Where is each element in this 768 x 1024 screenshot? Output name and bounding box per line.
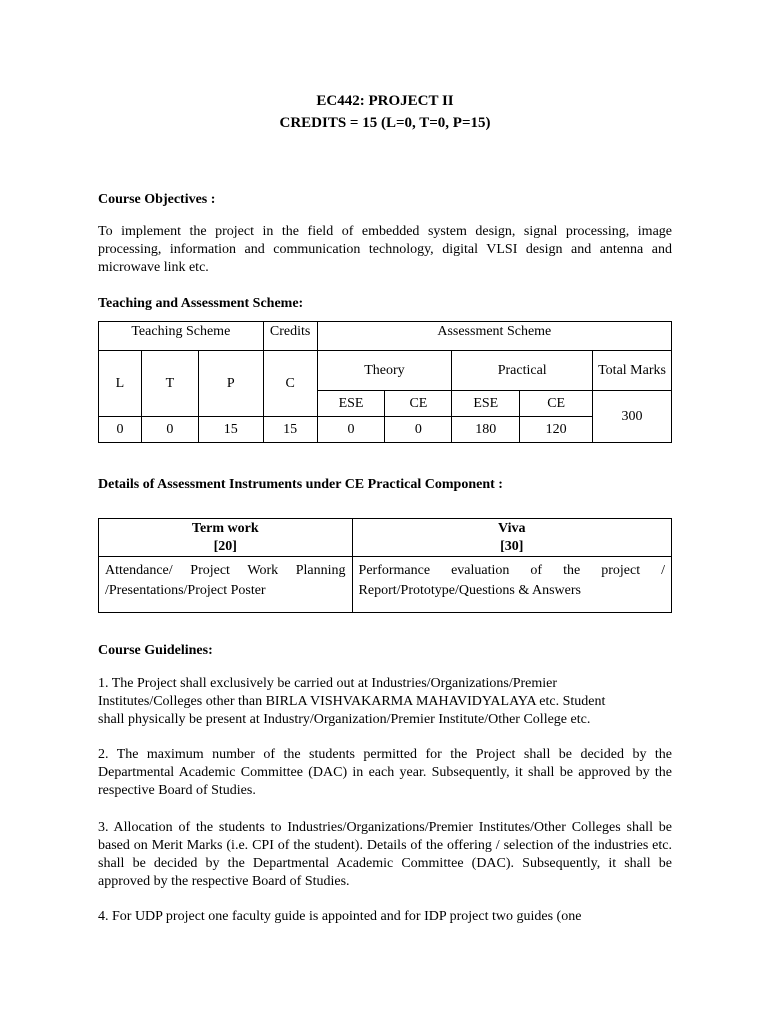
value-theory-ese: 0 [317, 417, 385, 443]
viva-marks: [30] [500, 539, 524, 554]
value-L: 0 [99, 417, 142, 443]
guideline-1-line-3: shall physically be present at Industry/Organization/Premier Institute/Other College etc. [98, 712, 591, 727]
guideline-2: 2. The maximum number of the students permitted for the Project shall be decided by the Departmental Academic Committee (DAC) in each year. Subsequently, it shall be approved by the respective Board of Studies. [98, 747, 672, 798]
viva-label: Viva [498, 521, 526, 536]
value-practical-ce: 120 [520, 417, 593, 443]
credits-header: Credits [263, 322, 317, 351]
practical-ce-header: CE [520, 391, 593, 417]
objectives-heading: Course Objectives : [98, 192, 216, 207]
viva-description [352, 557, 671, 613]
assessment-scheme-header: Assessment Scheme [317, 322, 671, 351]
guideline-4: 4. For UDP project one faculty guide is appointed and for IDP project two guides (one [98, 909, 582, 924]
term-work-line-1: Attendance/ Project Work Planning [105, 563, 346, 578]
scheme-heading: Teaching and Assessment Scheme: [98, 296, 304, 311]
teaching-scheme-header: Teaching Scheme [99, 322, 264, 351]
term-work-header [99, 519, 353, 557]
col-T: T [141, 351, 198, 417]
viva-line-2: Report/Prototype/Questions & Answers [358, 583, 581, 598]
value-theory-ce: 0 [385, 417, 452, 443]
term-work-line-2: /Presentations/Project Poster [105, 583, 266, 598]
theory-header: Theory [317, 351, 452, 391]
viva-line-1: Performance evaluation of the project / [358, 563, 665, 578]
viva-header [352, 519, 671, 557]
value-practical-ese: 180 [452, 417, 520, 443]
guidelines-heading: Course Guidelines: [98, 643, 213, 658]
total-marks-value: 300 [593, 391, 672, 443]
guideline-3: 3. Allocation of the students to Industries/Organizations/Premier Institutes/Other Colleges shall be based on Merit Marks (i.e. CPI of the student). Details of the offering / selection of the industries etc. shall be decided by the Departmental Academic Committee (DAC). Subsequently, it shall be approved by the respective Board of Studies. [98, 820, 672, 889]
col-P: P [198, 351, 263, 417]
practical-header: Practical [452, 351, 593, 391]
ce-instruments-table [98, 518, 672, 613]
practical-ese-header: ESE [452, 391, 520, 417]
assessment-scheme-table [98, 321, 672, 443]
objectives-text: To implement the project in the field of embedded system design, signal processing, image processing, information and communication technology, digital VLSI design and antenna and microwave link etc. [98, 224, 672, 275]
total-marks-header: Total Marks [593, 351, 672, 391]
guideline-1-line-1: 1. The Project shall exclusively be carried out at Industries/Organizations/Premier [98, 676, 558, 691]
col-C: C [263, 351, 317, 417]
term-work-label: Term work [191, 521, 259, 536]
col-L: L [99, 351, 142, 417]
theory-ese-header: ESE [317, 391, 385, 417]
guideline-1 [98, 675, 672, 729]
term-work-description [99, 557, 353, 613]
term-work-marks: [20] [213, 539, 237, 554]
ce-details-heading: Details of Assessment Instruments under CE Practical Component : [98, 477, 503, 492]
value-P: 15 [198, 417, 263, 443]
theory-ce-header: CE [385, 391, 452, 417]
course-title: EC442: PROJECT II [316, 93, 454, 109]
credits-line: CREDITS = 15 (L=0, T=0, P=15) [279, 115, 491, 131]
value-C: 15 [263, 417, 317, 443]
guideline-1-line-2: Institutes/Colleges other than BIRLA VISHVAKARMA MAHAVIDYALAYA etc. Student [98, 694, 606, 709]
value-T: 0 [141, 417, 198, 443]
